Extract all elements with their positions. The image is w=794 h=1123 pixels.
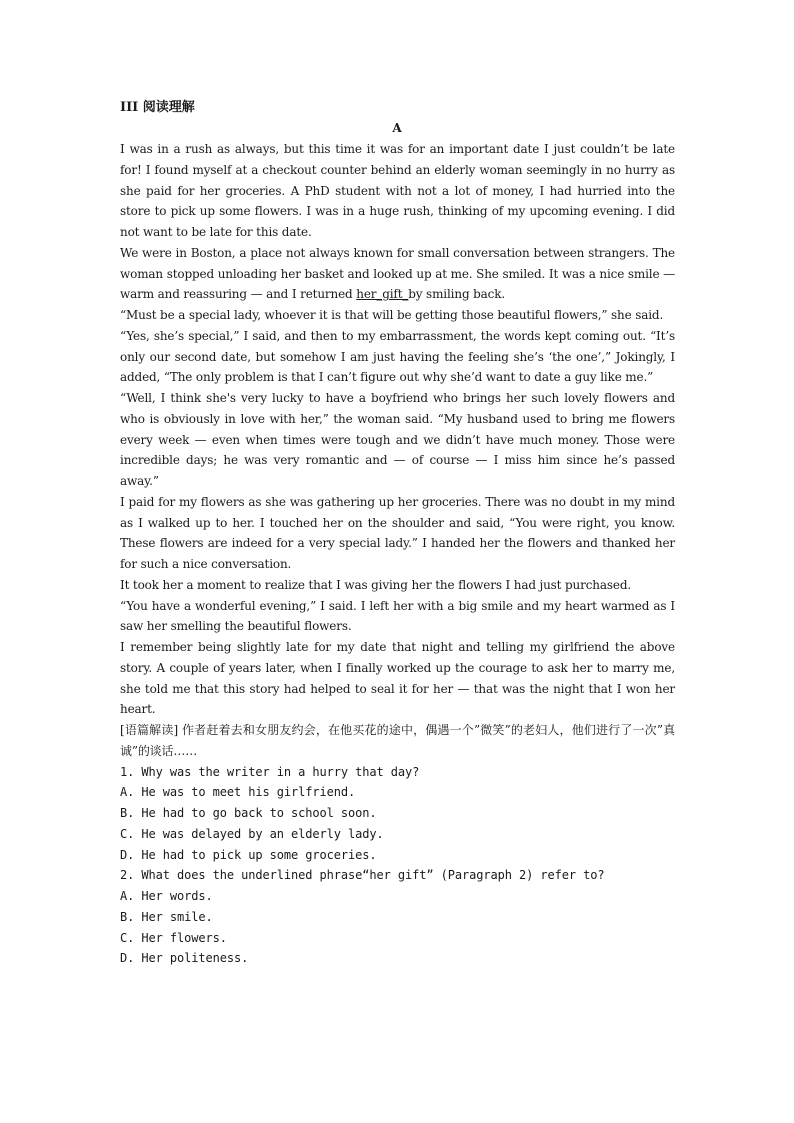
paragraph-8: “You have a wonderful evening,” I said. I left her with a big smile and my heart warmed as I saw her smelling the beautiful flowers.: [120, 598, 675, 634]
section-title: III 阅读理解: [120, 100, 195, 115]
question-1-option-d: D. He had to pick up some groceries.: [120, 847, 377, 862]
paragraph-2: [120, 243, 675, 305]
question-1-option-c: C. He was delayed by an elderly lady.: [120, 826, 384, 841]
question-2-option-a: A. Her words.: [120, 889, 213, 903]
paragraph-3: “Must be a special lady, whoever it is that will be getting those beautiful flowers,” she said.: [120, 308, 664, 322]
passage-label: A: [392, 121, 402, 135]
paragraph-6: I paid for my flowers as she was gathering up her groceries. There was no doubt in my mind as I walked up to her. I touched her on the shoulder and said, “You were right, you know. These flowers are indeed for a very special lady.” I handed her the flowers and thanked her for such a nice conversation.: [120, 494, 675, 571]
paragraph-2-start: We were in Boston, a place not always known for small conversation between strangers. The woman stopped unloading her basket and looked up at me. She smiled. It was a nice smile —warm and reassuring — and I returned: [120, 245, 675, 302]
paragraph-7: It took her a moment to realize that I was giving her the flowers I had just purchased.: [120, 577, 632, 592]
passage-analysis: [语篇解读] 作者赶着去和女朋友约会，在他买花的途中，偶遇一个”微笑”的老妇人，他们进行了一次”真诚”的谈话……: [120, 723, 675, 758]
question-1-option-b: B. He had to go back to school soon.: [120, 806, 377, 820]
paragraph-4: “Yes, she’s special,” I said, and then to my embarrassment, the words kept coming out. “It’s only our second date, but somehow I am just having the feeling she’s ‘the one’,” Jokingly, I added, “The only problem is that I can’t figure out why she’d want to date a guy like me.”: [120, 328, 675, 385]
question-2-option-b: B. Her smile.: [120, 909, 213, 924]
paragraph-9: I remember being slightly late for my date that night and telling my girlfriend the above story. A couple of years later, when I finally worked up the courage to ask her to marry me, she told me that this story had helped to seal it for her — that was the night that I won her heart.: [120, 640, 675, 717]
question-2-option-c: C. Her flowers.: [120, 930, 227, 945]
question-1-stem: 1. Why was the writer in a hurry that day?: [120, 764, 420, 779]
paragraph-2-end: by smiling back.: [408, 287, 506, 302]
underlined-phrase: her_gift_: [356, 287, 409, 302]
paragraph-1: I was in a rush as always, but this time it was for an important date I just couldn’t be late for! I found myself at a checkout counter behind an elderly woman seemingly in no hurry as she paid for her groceries. A PhD student with not a lot of money, I had hurried into the store to pick up some flowers. I was in a huge rush, thinking of my upcoming evening. I did not want to be late for this date.: [120, 142, 675, 239]
question-1-option-a: A. He was to meet his girlfriend.: [120, 785, 356, 800]
question-2-option-d: D. Her politeness.: [120, 951, 249, 966]
question-2-stem: 2. What does the underlined phrase“her gift” (Paragraph 2) refer to?: [120, 868, 605, 883]
paragraph-5: “Well, I think she's very lucky to have a boyfriend who brings her such lovely flowers and who is obviously in love with her,” the woman said. “My husband used to bring me flowers every week — even when times were tough and we didn’t have much money. Those were incredible days; he was very romantic and — of course — I miss him since he’s passed away.”: [120, 391, 675, 488]
document-body: [120, 139, 675, 969]
